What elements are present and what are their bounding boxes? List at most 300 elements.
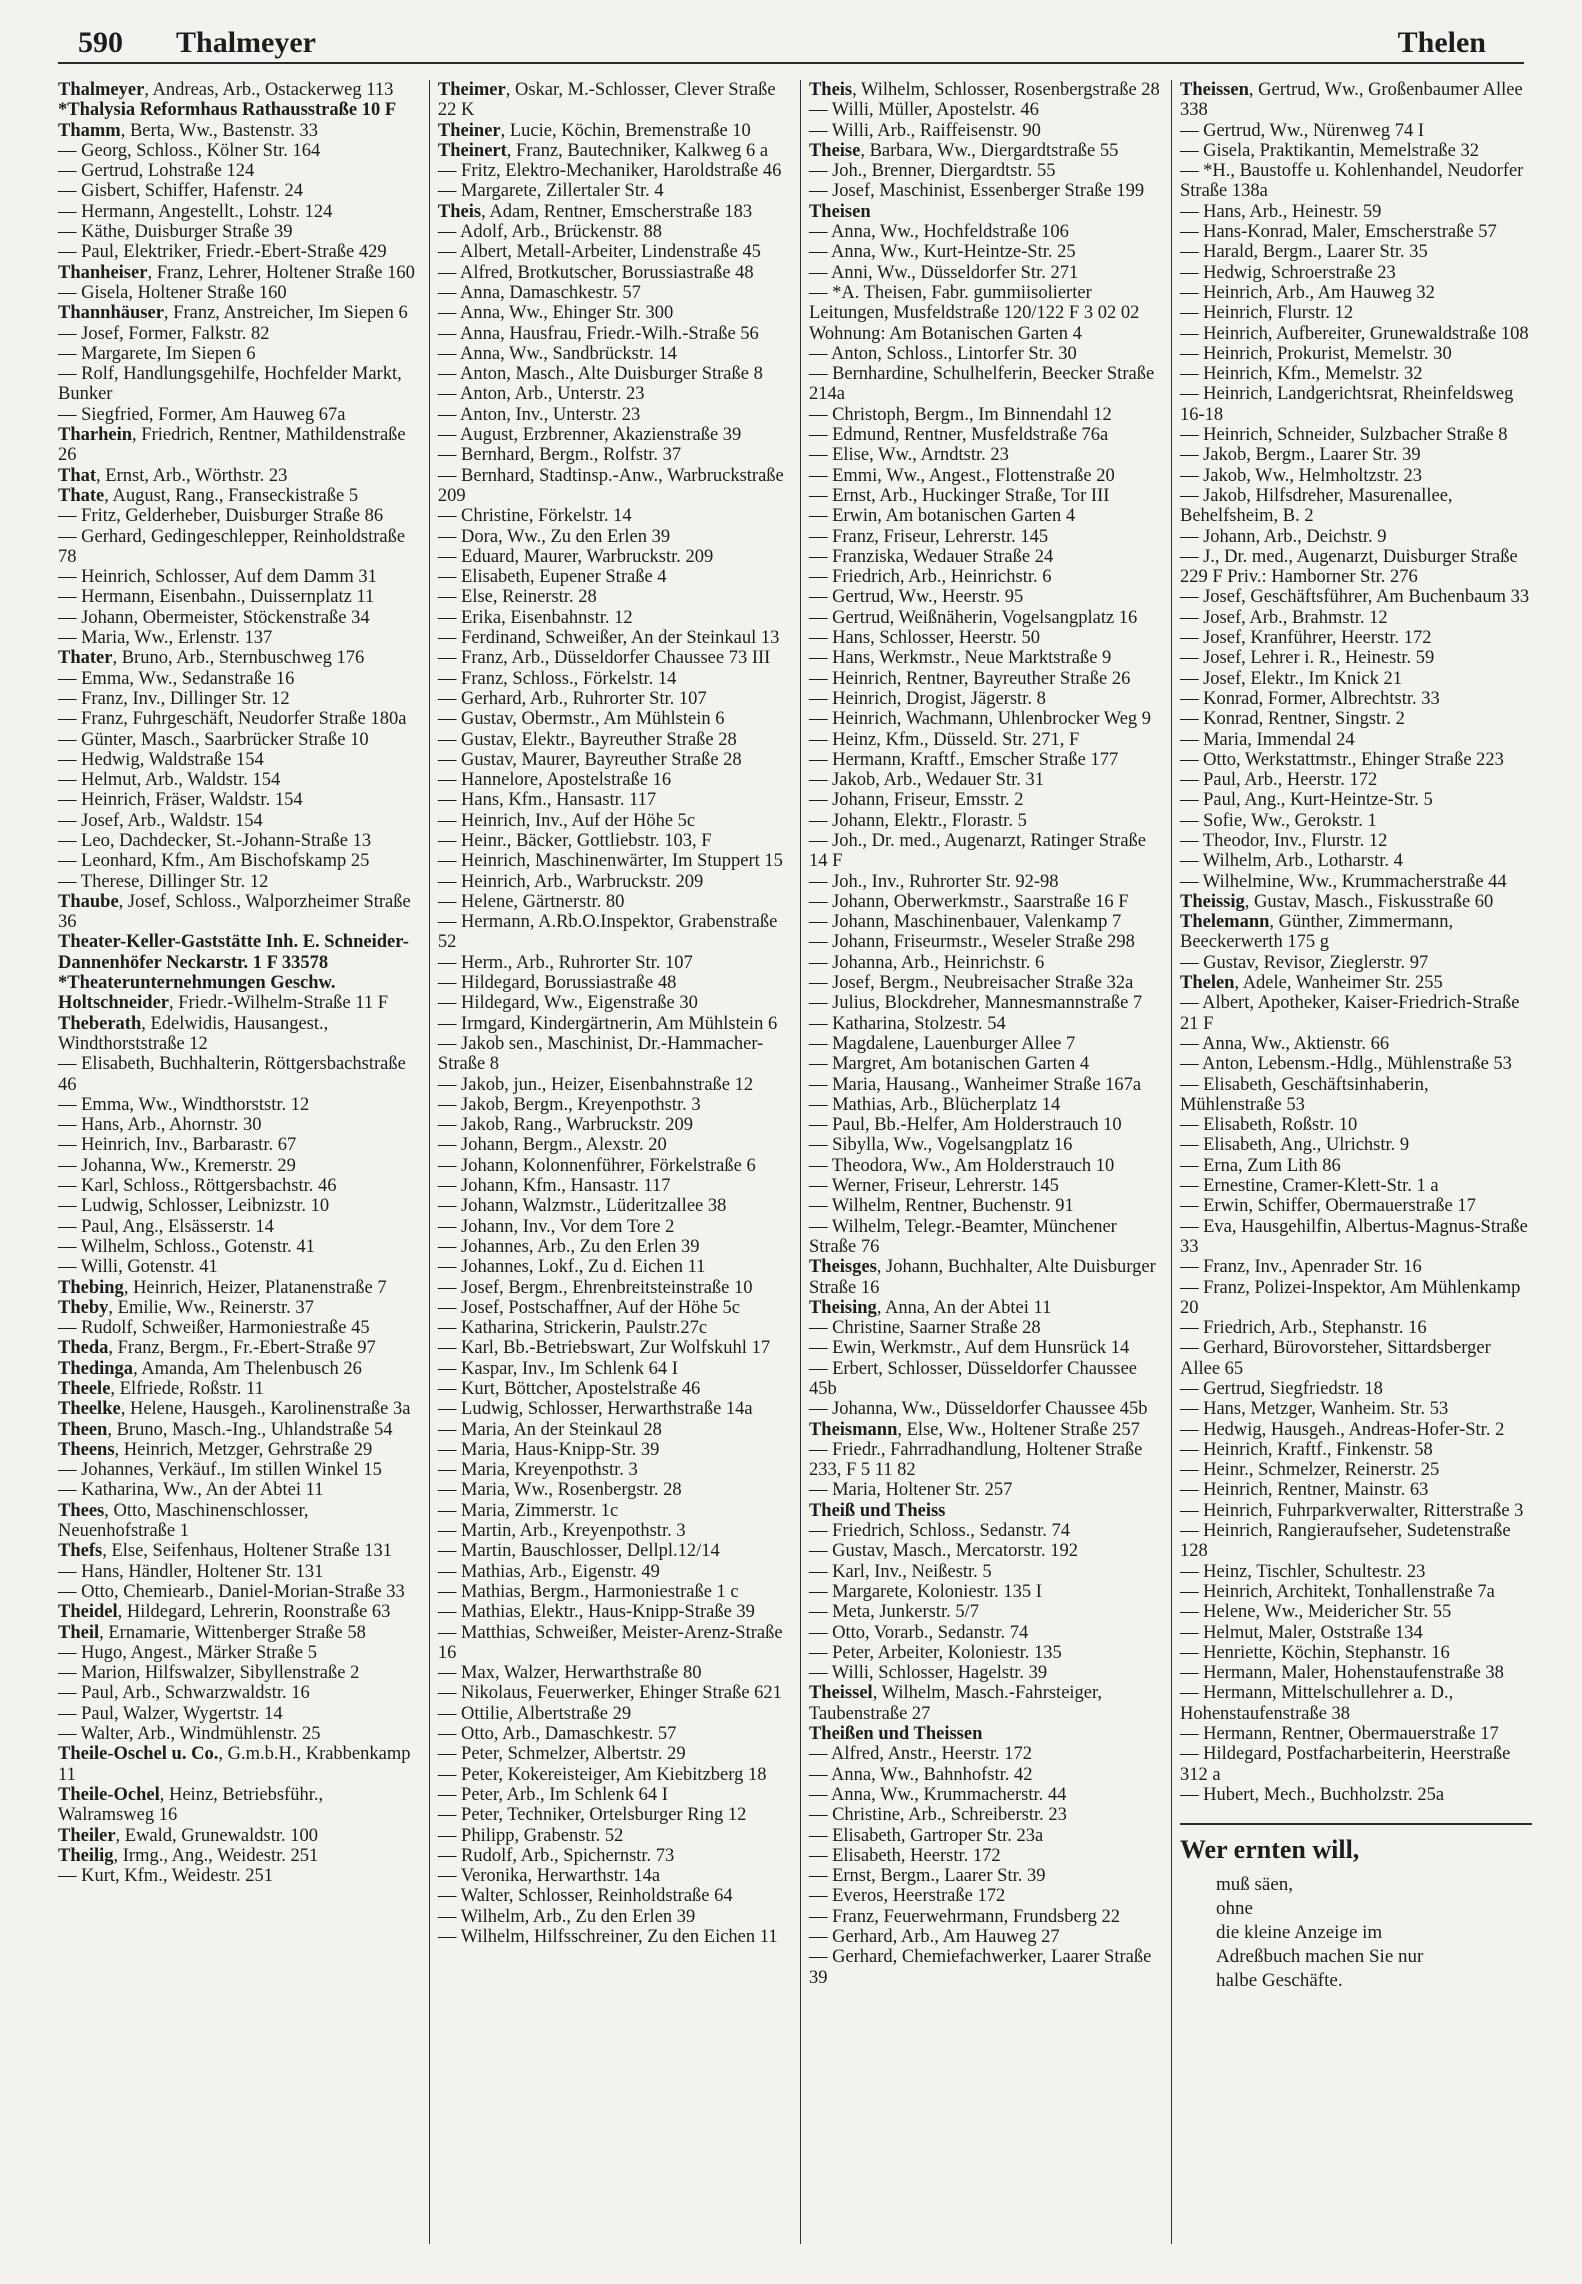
directory-entry: — Ernst, Arb., Huckinger Straße, Tor III [808, 485, 1110, 506]
directory-entry: — Mathias, Arb., Blücherplatz 14 [808, 1094, 1061, 1115]
directory-entry: Theelke, Helene, Hausgeh., Karolinenstraße 3a [58, 1399, 411, 1420]
directory-entry: Theisges, Johann, Buchhalter, Alte Duisburger Straße 16 [808, 1257, 1156, 1298]
directory-entry: — Marion, Hilfswalzer, Sibyllenstraße 2 [58, 1663, 360, 1684]
directory-entry: Theissel, Wilhelm, Masch.-Fahrsteiger, Taubenstraße 27 [808, 1683, 1103, 1724]
directory-entry: — Anton, Masch., Alte Duisburger Straße 8 [437, 364, 763, 385]
entry-surname: *Theaterunternehmungen Geschw. Holtschneider [58, 973, 336, 1014]
directory-entry: — Josef, Bergm., Neubreisacher Straße 32a [808, 973, 1134, 994]
directory-entry: — Adolf, Arb., Brückenstr. 88 [437, 222, 662, 243]
directory-entry: — Paul, Arb., Heerstr. 172 [1179, 770, 1378, 791]
directory-entry: — Siegfried, Former, Am Hauweg 67a [58, 404, 346, 425]
directory-entry: — Peter, Arb., Im Schlenk 64 I [437, 1784, 668, 1805]
directory-entry: — Elisabeth, Ang., Ulrichstr. 9 [1179, 1135, 1410, 1156]
directory-entry: — Heinr., Bäcker, Gottliebstr. 103, F [437, 830, 712, 851]
entry-surname: Tharhein [58, 425, 133, 446]
entry-surname: Theisges [808, 1257, 877, 1278]
directory-entry: — Jakob, Rang., Warbruckstr. 209 [437, 1115, 694, 1136]
directory-entry: Theismann, Else, Ww., Holtener Straße 257 [808, 1419, 1140, 1440]
directory-entry: — Gustav, Revisor, Zieglerstr. 97 [1179, 952, 1429, 973]
directory-entry: — Anna, Hausfrau, Friedr.-Wilh.-Straße 56 [437, 323, 759, 344]
directory-entry: — Johannes, Lokf., Zu d. Eichen 11 [437, 1257, 706, 1278]
directory-entry: — Josef, Lehrer i. R., Heinestr. 59 [1179, 648, 1435, 669]
directory-entry: — Elisabeth, Heerstr. 172 [808, 1845, 1001, 1866]
right-running-head: Thelen [1397, 26, 1486, 59]
directory-entry: — Bernhard, Bergm., Rolfstr. 37 [437, 445, 682, 466]
directory-entry: — Gustav, Obermstr., Am Mühlstein 6 [437, 709, 725, 730]
directory-entry: Theißen und Theissen [808, 1724, 983, 1745]
directory-entry: — Karl, Bb.-Betriebswart, Zur Wolfskuhl 17 [437, 1338, 771, 1359]
directory-entry: — Anna, Damaschkestr. 57 [437, 282, 641, 303]
entry-surname: That [58, 465, 97, 486]
entry-surname: Theis [808, 80, 853, 100]
directory-entry: — Anna, Ww., Sandbrückstr. 14 [437, 343, 677, 364]
directory-entry: — Gustav, Masch., Mercatorstr. 192 [808, 1541, 1079, 1562]
directory-entry: — Hans, Arb., Ahornstr. 30 [58, 1115, 262, 1136]
directory-entry: Theissig, Gustav, Masch., Fiskusstraße 60 [1179, 891, 1494, 912]
directory-entry: — Meta, Junkerstr. 5/7 [808, 1602, 980, 1623]
entry-surname: Theidel [58, 1602, 118, 1623]
directory-entry: — Gertrud, Siegfriedstr. 18 [1179, 1379, 1383, 1399]
directory-entry: — Johann, Walzmstr., Lüderitzallee 38 [437, 1196, 727, 1217]
directory-entry: — Helene, Gärtnerstr. 80 [437, 891, 625, 912]
directory-entry: — Katharina, Ww., An der Abtei 11 [58, 1480, 324, 1501]
directory-entry: — Peter, Schmelzer, Albertstr. 29 [437, 1744, 686, 1765]
directory-entry: — Albert, Metall-Arbeiter, Lindenstraße 45 [437, 242, 761, 263]
entry-surname: Theda [58, 1338, 109, 1359]
directory-entry: — Heinr., Schmelzer, Reinerstr. 25 [1179, 1460, 1440, 1481]
directory-entry: — Anton, Lebensm.-Hdlg., Mühlenstraße 53 [1179, 1054, 1512, 1075]
directory-entry: — Erwin, Am botanischen Garten 4 [808, 506, 1076, 527]
directory-entry: — Mathias, Bergm., Harmoniestraße 1 c [437, 1581, 739, 1602]
directory-entry: — Maria, Kreyenpothstr. 3 [437, 1460, 638, 1481]
directory-entry: — Anton, Schloss., Lintorfer Str. 30 [808, 343, 1077, 364]
entry-surname: Theelke [58, 1399, 121, 1420]
directory-entry: Tharhein, Friedrich, Rentner, Mathildenstraße 26 [58, 425, 406, 466]
directory-entry: — Josef, Geschäftsführer, Am Buchenbaum 33 [1179, 587, 1530, 608]
directory-entry: — Hedwig, Waldstraße 154 [58, 749, 264, 770]
directory-entry: — Ludwig, Schlosser, Leibnizstr. 10 [58, 1196, 330, 1217]
directory-entry: — Franz, Feuerwehrmann, Frundsberg 22 [808, 1906, 1120, 1927]
page-header [58, 18, 1524, 64]
directory-entry: Theil, Ernamarie, Wittenberger Straße 58 [58, 1622, 366, 1643]
directory-entry: — J., Dr. med., Augenarzt, Duisburger Straße 229 F Priv.: Hamborner Str. 276 [1179, 546, 1518, 588]
directory-entry: — Gisbert, Schiffer, Hafenstr. 24 [58, 181, 304, 202]
directory-entry: — Hermann, Rentner, Obermauerstraße 17 [1179, 1724, 1499, 1745]
directory-entry: — Jakob, Ww., Helmholtzstr. 23 [1179, 465, 1423, 486]
entry-surname: Thefs [58, 1541, 103, 1562]
directory-entry: — Heinrich, Aufbereiter, Grunewaldstraße 108 [1179, 323, 1529, 344]
directory-entry: — Josef, Maschinist, Essenberger Straße 199 [808, 181, 1145, 202]
directory-entry: — Wilhelm, Hilfsschreiner, Zu den Eichen 11 [437, 1927, 778, 1948]
directory-entry: — Friedrich, Arb., Heinrichstr. 6 [808, 567, 1052, 588]
directory-entry: — Erna, Zum Lith 86 [1179, 1155, 1341, 1176]
entry-surname: Thees [58, 1500, 105, 1521]
directory-entry: — Otto, Werkstattmstr., Ehinger Straße 223 [1179, 749, 1504, 770]
directory-entry: — Christoph, Bergm., Im Binnendahl 12 [808, 404, 1112, 425]
directory-entry: — Johann, Friseur, Emsstr. 2 [808, 790, 1024, 811]
directory-entry: — Jakob, Bergm., Laarer Str. 39 [1179, 445, 1421, 466]
ad-line: ohne [1215, 1898, 1253, 1920]
directory-entry: — Anni, Ww., Düsseldorfer Str. 271 [808, 262, 1079, 283]
directory-entry: Theen, Bruno, Masch.-Ing., Uhlandstraße 54 [58, 1419, 393, 1440]
directory-entry: — Hermann, Kraftf., Emscher Straße 177 [808, 749, 1119, 770]
directory-entry: — Heinrich, Schlosser, Auf dem Damm 31 [58, 567, 377, 588]
directory-entry: — Elisabeth, Buchhalterin, Röttgersbachstraße 46 [58, 1054, 406, 1095]
directory-entry: — Leonhard, Kfm., Am Bischofskamp 25 [58, 851, 370, 872]
directory-entry: — Herm., Arb., Ruhrorter Str. 107 [437, 952, 693, 973]
directory-entry: — Paul, Walzer, Wygertstr. 14 [58, 1703, 283, 1724]
directory-entry: — Johann, Inv., Vor dem Tore 2 [437, 1216, 675, 1237]
directory-entry: — Heinrich, Schneider, Sulzbacher Straße 8 [1179, 425, 1508, 446]
directory-entry: — Erika, Eisenbahnstr. 12 [437, 607, 633, 628]
directory-entry: — Hedwig, Hausgeh., Andreas-Hofer-Str. 2 [1179, 1419, 1505, 1440]
left-running-head: Thalmeyer [176, 26, 316, 59]
directory-entry: — Gertrud, Ww., Nürenweg 74 I [1179, 120, 1425, 141]
page-number: 590 [78, 26, 123, 59]
directory-entry: Theile-Ochel, Heinz, Betriebsführ., Walramsweg 16 [58, 1784, 324, 1826]
directory-entry: — Jakob, Arb., Wedauer Str. 31 [808, 770, 1044, 791]
directory-entry: — Eva, Hausgehilfin, Albertus-Magnus-Straße 33 [1179, 1216, 1528, 1257]
directory-entry: — Willi, Schlosser, Hagelstr. 39 [808, 1663, 1048, 1684]
directory-entry: — Günter, Masch., Saarbrücker Straße 10 [58, 729, 369, 750]
directory-entry: — Emma, Ww., Sedanstraße 16 [58, 668, 295, 689]
directory-entry: — Maria, Ww., Erlenstr. 137 [58, 628, 273, 649]
directory-entry: — Max, Walzer, Herwarthstraße 80 [437, 1663, 702, 1684]
directory-entry: — Nikolaus, Feuerwerker, Ehinger Straße 621 [437, 1683, 782, 1704]
directory-entry: — Theodora, Ww., Am Holderstrauch 10 [808, 1155, 1115, 1176]
directory-entry: — Albert, Apotheker, Kaiser-Friedrich-Straße 21 F [1179, 993, 1520, 1034]
directory-entry: — Hans, Kfm., Hansastr. 117 [437, 790, 657, 811]
directory-entry: — Sibylla, Ww., Vogelsangplatz 16 [808, 1135, 1073, 1156]
directory-entry: — Henriette, Köchin, Stephanstr. 16 [1179, 1642, 1450, 1663]
directory-entry: — Bernhard, Stadtinsp.-Anw., Warbruckstraße 209 [437, 465, 784, 506]
directory-entry: — Magdalene, Lauenburger Allee 7 [808, 1033, 1076, 1054]
directory-entry: — Katharina, Strickerin, Paulstr.27c [437, 1318, 708, 1339]
directory-entry: — Franz, Fuhrgeschäft, Neudorfer Straße 180a [58, 709, 407, 730]
directory-entry: — Everos, Heerstraße 172 [808, 1886, 1006, 1907]
directory-entry: Theisen [808, 201, 871, 222]
directory-entry: — Christine, Arb., Schreiberstr. 23 [808, 1805, 1067, 1826]
directory-entry: — Veronika, Herwarthstr. 14a [437, 1866, 661, 1887]
directory-entry: — Johann, Arb., Deichstr. 9 [1179, 526, 1387, 547]
directory-entry: — Franz, Arb., Düsseldorfer Chaussee 73 III [437, 648, 771, 669]
ad-headline: Wer ernten will, [1179, 1835, 1360, 1865]
directory-entry: Theile-Oschel u. Co., G.m.b.H., Krabbenkamp 11 [58, 1744, 411, 1785]
directory-entry: — Willi, Gotenstr. 41 [58, 1257, 218, 1278]
directory-entry: Theberath, Edelwidis, Hausangest., Windthorststraße 12 [58, 1013, 329, 1054]
directory-entry: Theilig, Irmg., Ang., Weidestr. 251 [58, 1845, 319, 1866]
directory-entry: — Paul, Ang., Elsässerstr. 14 [58, 1216, 274, 1237]
directory-entry: — Georg, Schloss., Kölner Str. 164 [58, 140, 321, 161]
directory-entry: — Johanna, Ww., Kremerstr. 29 [58, 1155, 296, 1176]
directory-entry: — Konrad, Rentner, Singstr. 2 [1179, 709, 1405, 730]
entry-surname: Theberath [58, 1013, 142, 1034]
directory-entry: — Wilhelm, Schloss., Gotenstr. 41 [58, 1236, 315, 1257]
directory-entry: — Peter, Arbeiter, Koloniestr. 135 [808, 1642, 1062, 1663]
directory-entry: — Martin, Arb., Kreyenpothstr. 3 [437, 1521, 686, 1542]
directory-entry: — Heinrich, Landgerichtsrat, Rheinfeldsweg 16-18 [1179, 384, 1514, 425]
directory-entry: — Erwin, Schiffer, Obermauerstraße 17 [1179, 1196, 1476, 1217]
entry-surname: Theiler [58, 1825, 116, 1846]
directory-entry: — Hermann, Eisenbahn., Duissernplatz 11 [58, 587, 375, 608]
ad-line: Adreßbuch machen Sie nur [1215, 1946, 1424, 1968]
entry-surname: Thate [58, 485, 105, 506]
directory-entry: — Heinrich, Kraftf., Finkenstr. 58 [1179, 1439, 1433, 1460]
directory-entry: — Elisabeth, Gartroper Str. 23a [808, 1825, 1044, 1846]
directory-entry: — Josef, Arb., Waldstr. 154 [58, 810, 263, 831]
directory-entry: — Ferdinand, Schweißer, An der Steinkaul 13 [437, 628, 780, 649]
directory-entry: — Franz, Polizei-Inspektor, Am Mühlenkamp 20 [1179, 1277, 1521, 1318]
directory-entry: — Hans-Konrad, Maler, Emscherstraße 57 [1179, 222, 1497, 243]
directory-entry: — Wilhelm, Telegr.-Beamter, Münchener Straße 76 [808, 1216, 1117, 1257]
directory-entry: — Johann, Kolonnenführer, Förkelstraße 6 [437, 1155, 756, 1176]
directory-entry: — Heinrich, Fräser, Waldstr. 154 [58, 790, 303, 811]
directory-entry: — Gerhard, Bürovorsteher, Sittardsberger Allee 65 [1179, 1338, 1491, 1379]
entry-surname: Theens [58, 1439, 115, 1460]
directory-entry: — Anton, Inv., Unterstr. 23 [437, 404, 641, 425]
column-2 [429, 80, 800, 2244]
directory-entry: — Elisabeth, Roßstr. 10 [1179, 1115, 1358, 1136]
directory-entry: — Elisabeth, Geschäftsinhaberin, Mühlenstraße 53 [1179, 1074, 1429, 1115]
directory-entry: Theby, Emilie, Ww., Reinerstr. 37 [58, 1297, 314, 1318]
directory-entry: — Karl, Schloss., Röttgersbachstr. 46 [58, 1176, 337, 1197]
directory-entry: — Rudolf, Arb., Spichernstr. 73 [437, 1845, 675, 1866]
directory-entry: Thaube, Josef, Schloss., Walporzheimer Straße 36 [58, 891, 411, 933]
directory-entry: — Gerhard, Arb., Am Hauweg 27 [808, 1927, 1060, 1948]
directory-entry: — Ernst, Bergm., Laarer Str. 39 [808, 1866, 1046, 1887]
directory-entry: — Heinrich, Rentner, Bayreuther Straße 26 [808, 668, 1131, 689]
directory-entry: — Heinrich, Prokurist, Memelstr. 30 [1179, 343, 1452, 364]
directory-entry: — Hannelore, Apostelstraße 16 [437, 770, 672, 791]
directory-entry: — Käthe, Duisburger Straße 39 [58, 222, 293, 243]
directory-entry: — Heinrich, Kfm., Memelstr. 32 [1179, 364, 1423, 385]
directory-entry: — Johann, Friseurmstr., Weseler Straße 298 [808, 932, 1135, 953]
directory-entry: — Heinrich, Arb., Warbruckstr. 209 [437, 871, 704, 892]
entry-surname: Theimer [437, 80, 506, 100]
directory-entry: — Heinrich, Flurstr. 12 [1179, 303, 1354, 324]
directory-entry: — Rolf, Handlungsgehilfe, Hochfelder Markt, Bunker [58, 364, 402, 405]
ad-text [1180, 1873, 1532, 1993]
directory-entry: Thees, Otto, Maschinenschlosser, Neuenhofstraße 1 [58, 1500, 309, 1542]
directory-entry: — Heinrich, Arb., Am Hauweg 32 [1179, 282, 1435, 303]
directory-entry: — Maria, Hausang., Wanheimer Straße 167a [808, 1074, 1142, 1095]
directory-entry: — Martin, Bauschlosser, Dellpl.12/14 [437, 1541, 720, 1562]
entry-surname: Theil [58, 1622, 100, 1643]
directory-entry: Theinert, Franz, Bautechniker, Kalkweg 6 a [437, 140, 769, 161]
directory-entry: — Alfred, Brotkutscher, Borussiastraße 48 [437, 262, 754, 283]
directory-entry: — Elise, Ww., Arndtstr. 23 [808, 445, 1009, 466]
directory-entry: Theiler, Ewald, Grunewaldstr. 100 [58, 1825, 318, 1846]
directory-entry: — Gerhard, Gedingeschlepper, Reinholdstraße 78 [58, 526, 406, 567]
directory-entry: — Heinz, Tischler, Schultestr. 23 [1179, 1561, 1426, 1582]
entry-surname: Theiner [437, 120, 501, 141]
directory-entry: — Joh., Dr. med., Augenarzt, Ratinger Straße 14 F [808, 830, 1146, 872]
directory-entry: Theele, Elfriede, Roßstr. 11 [58, 1379, 264, 1399]
directory-entry: Theater-Keller-Gaststätte Inh. E. Schneider-Dannenhöfer Neckarstr. 1 F 33578 [58, 932, 409, 973]
directory-entry: — Walter, Schlosser, Reinholdstraße 64 [437, 1886, 733, 1907]
entry-surname: Thannhäuser [58, 303, 164, 324]
directory-entry: — Heinrich, Architekt, Tonhallenstraße 7a [1179, 1581, 1495, 1602]
directory-entry: — Fritz, Gelderheber, Duisburger Straße 86 [58, 506, 384, 527]
directory-entry: — Paul, Elektriker, Friedr.-Ebert-Straße 429 [58, 242, 387, 263]
directory-entry: — Johann, Bergm., Alexstr. 20 [437, 1135, 667, 1156]
directory-entry: — Wilhelm, Arb., Lotharstr. 4 [1179, 851, 1403, 872]
directory-entry: — Peter, Kokereisteiger, Am Kiebitzberg 18 [437, 1764, 767, 1785]
directory-entry: — Gustav, Elektr., Bayreuther Straße 28 [437, 729, 737, 750]
directory-entry: Theissen, Gertrud, Ww., Großenbaumer Allee 338 [1179, 80, 1523, 121]
entry-surname: Theissel [808, 1683, 873, 1704]
directory-entry: — Mathias, Arb., Eigenstr. 49 [437, 1561, 660, 1582]
entry-surname: Thater [58, 648, 113, 669]
directory-entry: — Anna, Ww., Krummacherstr. 44 [808, 1784, 1067, 1805]
directory-entry: — Kurt, Böttcher, Apostelstraße 46 [437, 1379, 701, 1399]
directory-entry: — Franz, Friseur, Lehrerstr. 145 [808, 526, 1049, 547]
directory-entry: — Kaspar, Inv., Im Schlenk 64 I [437, 1358, 678, 1379]
directory-entry: — Johanna, Arb., Heinrichstr. 6 [808, 952, 1045, 973]
directory-entry: — Konrad, Former, Albrechtstr. 33 [1179, 688, 1440, 709]
directory-entry: — Heinrich, Maschinenwärter, Im Stuppert 15 [437, 851, 783, 872]
directory-entry: — Hans, Werkmstr., Neue Marktstraße 9 [808, 648, 1112, 669]
directory-entry: — Hans, Schlosser, Heerstr. 50 [808, 628, 1040, 649]
directory-entry: — Kurt, Kfm., Weidestr. 251 [58, 1866, 274, 1887]
directory-entry: — Dora, Ww., Zu den Erlen 39 [437, 526, 671, 547]
directory-entry: — Anna, Ww., Kurt-Heintze-Str. 25 [808, 242, 1076, 263]
directory-entry: Thedinga, Amanda, Am Thelenbusch 26 [58, 1358, 362, 1379]
directory-entry: — Else, Reinerstr. 28 [437, 587, 597, 608]
directory-entry: — Hermann, Mittelschullehrer a. D., Hohenstaufenstraße 38 [1179, 1683, 1454, 1724]
directory-entry: — Friedrich, Arb., Stephanstr. 16 [1179, 1318, 1427, 1339]
ad-line: die kleine Anzeige im [1215, 1922, 1383, 1944]
directory-entry: — Margret, Am botanischen Garten 4 [808, 1054, 1090, 1075]
directory-entry: Theens, Heinrich, Metzger, Gehrstraße 29 [58, 1439, 373, 1460]
directory-entry: — Jakob sen., Maschinist, Dr.-Hammacher-Straße 8 [437, 1033, 764, 1075]
directory-entry: Thalmeyer, Andreas, Arb., Ostackerweg 113 [58, 80, 394, 100]
directory-entry: — Franz, Schloss., Förkelstr. 14 [437, 668, 677, 689]
directory-entry: — Johann, Kfm., Hansastr. 117 [437, 1176, 671, 1197]
directory-entry: — Mathias, Elektr., Haus-Knipp-Straße 39 [437, 1602, 755, 1623]
directory-entry: — Alfred, Anstr., Heerstr. 172 [808, 1744, 1032, 1765]
directory-entry: — Franziska, Wedauer Straße 24 [808, 546, 1054, 567]
directory-entry: — Fritz, Elektro-Mechaniker, Haroldstraße 46 [437, 161, 782, 182]
directory-entry: Theiner, Lucie, Köchin, Bremenstraße 10 [437, 120, 751, 141]
ad-line: muß säen, [1215, 1874, 1294, 1896]
entry-surname: Thaube [58, 891, 119, 912]
directory-entry: — Johann, Oberwerkmstr., Saarstraße 16 F [808, 891, 1129, 912]
directory-entry: — Emmi, Ww., Angest., Flottenstraße 20 [808, 465, 1115, 486]
directory-entry: — Wilhelm, Rentner, Buchenstr. 91 [808, 1196, 1074, 1217]
entry-surname: Theise [808, 140, 861, 161]
directory-entry: — Maria, An der Steinkaul 28 [437, 1419, 662, 1440]
directory-entry: — Werner, Friseur, Lehrerstr. 145 [808, 1176, 1059, 1197]
directory-entry: — Maria, Immendal 24 [1179, 729, 1355, 750]
directory-entry: — Hans, Metzger, Wanheim. Str. 53 [1179, 1399, 1449, 1420]
directory-entry: — Jakob, jun., Heizer, Eisenbahnstraße 12 [437, 1074, 754, 1095]
directory-entry: — Anna, Ww., Ehinger Str. 300 [437, 303, 674, 324]
directory-entry: — Therese, Dillinger Str. 12 [58, 871, 269, 892]
directory-entry: — Margarete, Im Siepen 6 [58, 343, 256, 364]
directory-entry: Thelemann, Günther, Zimmermann, Beeckerwerth 175 g [1179, 912, 1454, 953]
directory-entry: — Philipp, Grabenstr. 52 [437, 1825, 624, 1846]
entry-surname: Thanheiser [58, 262, 148, 283]
directory-entry: — Heinrich, Inv., Auf der Höhe 5c [437, 810, 696, 831]
directory-entry: — Johannes, Arb., Zu den Erlen 39 [437, 1236, 700, 1257]
directory-entry: — Otto, Chemiearb., Daniel-Morian-Straße 33 [58, 1581, 405, 1602]
entry-surname: Theile-Ochel [58, 1784, 160, 1805]
directory-entry: Theiß und Theiss [808, 1500, 946, 1521]
directory-entry: — Friedr., Fahrradhandlung, Holtener Straße 233, F 5 11 82 [808, 1439, 1143, 1481]
directory-entry: — Willi, Arb., Raiffeisenstr. 90 [808, 120, 1041, 141]
directory-entry: — Ludwig, Schlosser, Herwarthstraße 14a [437, 1399, 753, 1420]
directory-entry: — Theodor, Inv., Flurstr. 12 [1179, 830, 1388, 851]
column-1 [58, 80, 429, 2244]
directory-entry: — Anna, Ww., Hochfeldstraße 106 [808, 222, 1069, 243]
column-4 [1171, 80, 1542, 2244]
directory-entry: — Josef, Bergm., Ehrenbreitsteinstraße 10 [437, 1277, 753, 1298]
directory-entry: — Hildegard, Ww., Eigenstraße 30 [437, 993, 698, 1014]
entry-surname: Theismann [808, 1419, 898, 1440]
directory-entry: — Johann, Elektr., Florastr. 5 [808, 810, 1027, 831]
directory-entry: — Heinz, Kfm., Düsseld. Str. 271, F [808, 729, 1080, 750]
directory-entry: — Hans, Händler, Holtener Str. 131 [58, 1561, 324, 1582]
directory-entry: — Heinrich, Wachmann, Uhlenbrocker Weg 9 [808, 709, 1152, 730]
directory-entry: — *A. Theisen, Fabr. gummiisolierter Leitungen, Musfeldstraße 120/122 F 3 02 02 Wohnung: Am Botanischen Garten 4 [808, 282, 1140, 344]
directory-entry: — Gustav, Maurer, Bayreuther Straße 28 [437, 749, 742, 770]
directory-entry: — Josef, Kranführer, Heerstr. 172 [1179, 628, 1432, 649]
directory-entry: — Willi, Müller, Apostelstr. 46 [808, 100, 1039, 121]
directory-entry: — Christine, Förkelstr. 14 [437, 506, 632, 527]
directory-entry: Theimer, Oskar, M.-Schlosser, Clever Straße 22 K [437, 80, 776, 121]
directory-entry: Thelen, Adele, Wanheimer Str. 255 [1179, 973, 1443, 994]
directory-entry: Theda, Franz, Bergm., Fr.-Ebert-Straße 97 [58, 1338, 376, 1359]
directory-entry: — Anton, Arb., Unterstr. 23 [437, 384, 645, 405]
columns [58, 80, 1542, 2244]
directory-entry: Theise, Barbara, Ww., Diergardtstraße 55 [808, 140, 1119, 161]
directory-entry: — Heinrich, Rangieraufseher, Sudetenstraße 128 [1179, 1521, 1511, 1562]
directory-entry: — Hedwig, Schroerstraße 23 [1179, 262, 1396, 283]
directory-entry: — Ewin, Werkmstr., Auf dem Hunsrück 14 [808, 1338, 1130, 1359]
directory-entry: — Paul, Arb., Schwarzwaldstr. 16 [58, 1683, 310, 1704]
entry-surname: Theis [437, 201, 482, 222]
directory-entry: — Maria, Holtener Str. 257 [808, 1480, 1013, 1501]
directory-entry: — Anna, Ww., Aktienstr. 66 [1179, 1033, 1390, 1054]
directory-entry: — Hans, Arb., Heinestr. 59 [1179, 201, 1382, 222]
entry-surname: Theen [58, 1419, 108, 1440]
directory-entry: — Joh., Inv., Ruhrorter Str. 92-98 [808, 871, 1059, 892]
directory-entry: — Joh., Brenner, Diergardtstr. 55 [808, 161, 1056, 182]
directory-entry: — Jakob, Hilfsdreher, Masurenallee, Behelfsheim, B. 2 [1179, 485, 1453, 527]
entry-surname: Theby [58, 1297, 109, 1318]
entry-surname: Thelen [1179, 973, 1235, 994]
directory-entry: — Heinrich, Drogist, Jägerstr. 8 [808, 688, 1046, 709]
directory-entry: — Wilhelmine, Ww., Krummacherstraße 44 [1179, 871, 1507, 892]
entry-surname: Thalmeyer [58, 80, 145, 100]
entry-surname: Theele [58, 1379, 111, 1399]
directory-entry: Thefs, Else, Seifenhaus, Holtener Straße 131 [58, 1541, 392, 1562]
directory-entry: — Maria, Ww., Rosenbergstr. 28 [437, 1480, 682, 1501]
directory-entry: Thamm, Berta, Ww., Bastenstr. 33 [58, 120, 319, 141]
directory-entry: — Otto, Vorarb., Sedanstr. 74 [808, 1622, 1029, 1643]
directory-entry: — Gerhard, Arb., Ruhrorter Str. 107 [437, 688, 707, 709]
directory-entry: — Johanna, Ww., Düsseldorfer Chaussee 45b [808, 1399, 1148, 1420]
directory-entry: — Heinrich, Rentner, Mainstr. 63 [1179, 1480, 1429, 1501]
directory-entry: — Elisabeth, Eupener Straße 4 [437, 567, 667, 588]
entry-surname: Thebing [58, 1277, 124, 1298]
directory-entry: — Paul, Ang., Kurt-Heintze-Str. 5 [1179, 790, 1433, 811]
directory-entry: — Bernhardine, Schulhelferin, Beecker Straße 214a [808, 364, 1155, 405]
directory-entry: Thanheiser, Franz, Lehrer, Holtener Straße 160 [58, 262, 415, 283]
directory-entry: — Rudolf, Schweißer, Harmoniestraße 45 [58, 1318, 370, 1339]
directory-entry: — Heinrich, Fuhrparkverwalter, Ritterstraße 3 [1179, 1500, 1524, 1521]
